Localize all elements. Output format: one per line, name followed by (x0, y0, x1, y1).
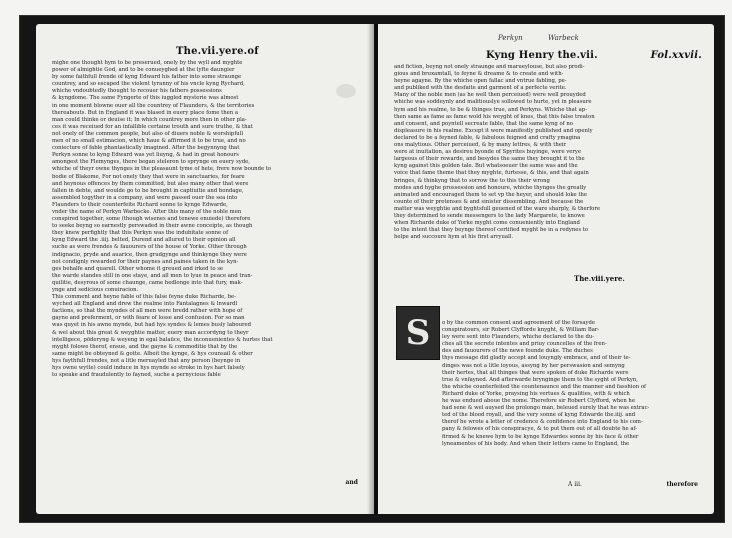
text-line: mighe one thought hym to be preserued, onely by the wyll and myghte (52, 60, 243, 66)
text-line: gayne and preferment, or with feare of losse and confusion. For so man (52, 315, 245, 322)
text-line: factions, so that the myndes of all men were bredd rather with hope of (52, 308, 243, 315)
right-body-text-top (394, 64, 702, 266)
text-line: whiche was soddeynly and malitiouslye sollowed to hurte, yet in pleasure (394, 99, 592, 106)
text-line: suche as were frendes & fauourers of the house of Yorke. Other through (52, 244, 247, 251)
text-line: to speake and fraudulently to fayned, suche a pernycious fable (52, 372, 221, 379)
text-line: coniecture of fable phantastically imagined. After the begynnyng that (52, 145, 240, 152)
text-line: voice that fame theme that they myghte, furtesse, & this, and that again (394, 170, 589, 177)
text-line: myght folowe therof, ensue, and the gayne & commoditie that by the (52, 343, 238, 350)
text-line: heyne agayne. By the whiche open fallac and vntrue fabling, pe- (394, 78, 567, 85)
text-line: whiche vndoubtedly thought to recouer his fathers possessions (52, 88, 222, 95)
text-line: hys faythfull frendes, not a litle meruayled that any person (beynge in (52, 357, 241, 364)
text-line: quilitie, desyrous of some chaunge, came hedlonge into that fury, mak- (52, 279, 243, 286)
text-line: wyched all England and drew the realme into Fantalagnes & lnwardl (52, 301, 238, 308)
text-line: vnder the name of Perkyn Warbecke. After this many of the noble men (52, 208, 242, 215)
text-line: to the intent that they beynge thereof certified myght be in a redynes to (394, 227, 589, 234)
text-line: not condignly rewarded for their paynes and paines taken in the kyn- (52, 258, 239, 265)
text-line: dinges was not a litle ioyous, assyng by her perswasion and semyng (442, 362, 625, 369)
right-body-text-bottom (442, 320, 702, 484)
signature-mark: A iii. (568, 481, 582, 488)
text-line: & wel about this great & weyghtie matter, euery man accordyng to theyr (52, 329, 249, 336)
text-line: & kyngdome. The same Fyngerte of this iuggled mysterie was almost (52, 95, 239, 102)
text-line: matter was weyghtie and byghtsfull geuened of the ware sharply, & therfore (394, 205, 601, 212)
text-line: ons malytious. Other perceiued, & by many lettres, & with their (394, 142, 567, 149)
text-line: were at inuitation, as desireu byonde of Spyrites buyinge, were verye (394, 149, 582, 156)
text-line: the warde standes still in one staye, and all men to lyue in peace and tran- (52, 272, 253, 279)
text-line: men of no small estimacion, which haue & affirmed it to be true, and no (52, 138, 246, 145)
right-running-head: Kyng Henry the.vii. (486, 50, 598, 61)
left-page (36, 24, 374, 514)
text-line: when Richarde duke of Yorke myght come conueniently into England (394, 220, 580, 227)
text-line: ley were sent into Flaunders, whiche declared to the du- (442, 334, 595, 341)
left-running-head: The.vii.yere.of (176, 46, 259, 57)
decorated-initial: S (396, 306, 440, 360)
ink-smudge (336, 84, 356, 98)
text-line: Perkyn sonne to kyng Edward was yet liuyng, & had in great honours (52, 152, 239, 159)
text-line: kyng Edward the .iiij. belted, Durend and allured to their opinion all (52, 237, 236, 244)
text-line: bodie of Blakome, For not onely they that were in sanctuaries, for feare (52, 173, 245, 180)
text-line: gious and bruxamtall, to feyne & dreame & to create and with- (394, 71, 564, 78)
text-line: their hertes, that all thinges that were spoken of duke Richarde were (442, 369, 629, 376)
text-line: counte of their pretenses & and sinister dissembling. And because the (394, 198, 584, 205)
text-line: conspiratours, sir Robert Clyfforde knyght, & William Bar- (442, 327, 600, 334)
text-line: not onely of the common people, but also of diuers noble & worshipfull (52, 130, 244, 137)
text-line: to seeke beyng so earnestly perswaded in their awne conceipte, as though (52, 223, 253, 230)
text-line: was quyet in his awne mynde, but had hys syndes & lemes busly laboured (52, 322, 252, 329)
text-line: ynge and sedicious conuiracion. (52, 287, 139, 293)
text-line: assembled togyther in a company, and were passed ouer the sea into (52, 194, 238, 201)
text-line: and fiction, beyng not onely straunge and marueylouse, but also prodi- (394, 64, 585, 70)
text-line: Richard duke of Yorke, praysing his vertues & qualities, with & which (442, 390, 630, 397)
text-line: by some faithfull frende of kyng Edward his father into some straunge (52, 74, 242, 81)
text-line: ches all the secrete intentes and priuy councelles of the fren- (442, 341, 607, 348)
text-line: had sene & wel auysed the prolongo man, beleued surely that he was extrac- (442, 405, 650, 412)
text-line: and consent, and poyntell secreate fable, that the same kyng of no (394, 120, 573, 127)
text-line: man could thinke or deuise it; In which countrey more then in other pla- (52, 116, 247, 123)
text-line: then same as fame as fame wold his weyght of knes, that this false treaton (394, 113, 595, 120)
text-line: conspired together, some (though wisenes and tenewe enuiede) therefore (52, 216, 251, 223)
text-line: amongest the Flemynges, there began steleron to sprynge on euery syde, (52, 159, 250, 166)
text-line: ces it was receiued for an infallible certaine trouth and sure truthe, & that (52, 123, 253, 130)
text-line: Many of the noble men (as he well then perceiued) were well prouyded (394, 92, 586, 99)
text-line: ges behalfe and quarell. Other whome it greued and irked to se (52, 265, 224, 272)
text-line: countrey, and so escaped the violent tyranny of his vncle kyng Rychard, (52, 81, 245, 88)
text-line: largeous of their rewarde, and besydes the same they brought it to the (394, 156, 585, 163)
text-line: firmed & he knewe hym to be kynge Edwardes sonne by his face & other (442, 433, 639, 440)
text-line: kyng against this golden tale. But whatsoeuer the same was and the (394, 163, 578, 170)
text-line: and publiked with the desfaite and garment of a perfecte verite. (394, 85, 567, 92)
text-line: pany & felowes of his conspiracye, & to put them out of all doubte he af- (442, 426, 638, 433)
text-line: declared to be a feyned fable, & fabulous feigned and crafty ymagina (394, 134, 581, 141)
text-line: hys owne wytte) could induce in hys mynde so stroke in hys hart falsely (52, 365, 245, 372)
text-line: This comment and heyne fable of this false feyne duke Richarde, be- (52, 294, 236, 301)
text-line: o by the common consent and agreement of the forsayde (442, 320, 596, 326)
text-line: intelligece, pōderyng & weyeng in egal balaūce, the inconuenientes & hurtes that (52, 336, 273, 343)
text-line: they knew perfightly that this Perkyn was the indubitate sonne of (52, 230, 229, 237)
text-line: whiche of theyr owne thynges in the pleasaunt tyme of hete, frere now bounde to (52, 166, 272, 173)
text-line: animated and encouraged them to set vp the heyer, and should loke the (394, 191, 588, 198)
text-line: des and fauourers of the newe founde duke. The duches (442, 348, 593, 355)
text-line: hym and his realme, to be & thinges true, and Perkyns. Whiche that ap- (394, 106, 587, 113)
chapter-heading: The.viii.yere. (574, 274, 625, 283)
text-line: in one moment blowne ouer all the countrey of Flaunders, & the territories (52, 102, 255, 109)
text-line: fallen in debte, and woulde go to be brought in captiuitie and bondage, (52, 187, 244, 194)
right-page (378, 24, 714, 514)
text-line: bringes, & thinkyng that to sorrow the to this their wrong (394, 177, 550, 184)
text-line: they determined to sende messengers to the lady Margarete, to knowe (394, 212, 585, 219)
text-line: Flaunders to their counterfeite Richard sonne to kynge Edwarde, (52, 201, 228, 208)
marginal-annotation-1: Perkyn (498, 34, 523, 42)
text-line: and heynous offences by them committed, but also many other that were (52, 180, 249, 187)
text-line: ted of the blood royall, and the very sonne of kyng Edwarde the.iiij. and (442, 412, 636, 419)
right-catchword: therefore (666, 481, 698, 488)
text-line: modes and hyghe prossession and honoure, whiche thynges the greatly (394, 184, 587, 191)
marginal-annotation-2: Warbeck (548, 34, 579, 42)
text-line: thys message did gladly accept and louyngly embrace, and of their te- (442, 355, 631, 362)
left-catchword: and (345, 479, 358, 486)
text-line: he was endued aboue the nome. Therefore sir Robert Clyfford, when he (442, 398, 635, 405)
text-line: thereabouts. But in England it was blased in euery place fome then a (52, 109, 239, 116)
text-line: displeasure in his realme. Except it were manifestly published and openly (394, 127, 593, 134)
text-line: helpe and succoure hym at his first arryuall. (394, 234, 514, 241)
folio-number: Fol.xxvii. (650, 50, 702, 61)
open-book (20, 16, 724, 522)
text-line: therof he wrote a letter of credence & confidence into England to his com- (442, 419, 643, 426)
text-line: same might be obteyned & gotte. Albeit the kynge, & hys counsail & other (52, 350, 253, 357)
text-line: the whiche counterfeited the countenaunce and the manner and fasshion of (442, 383, 646, 390)
text-line: power of almightie God, and to be conueyghed at the lyfte daungier (52, 67, 235, 74)
text-line: lyneamentes of his body. And when their letters came to England, the (442, 440, 630, 447)
left-body-text (52, 60, 362, 470)
text-line: true & vnfayned. And afterwarde brynginge them to the syght of Perkyn, (442, 376, 638, 383)
text-line: indignacio, pryde and auarice, then grudgynge and thinkynge they were (52, 251, 247, 258)
